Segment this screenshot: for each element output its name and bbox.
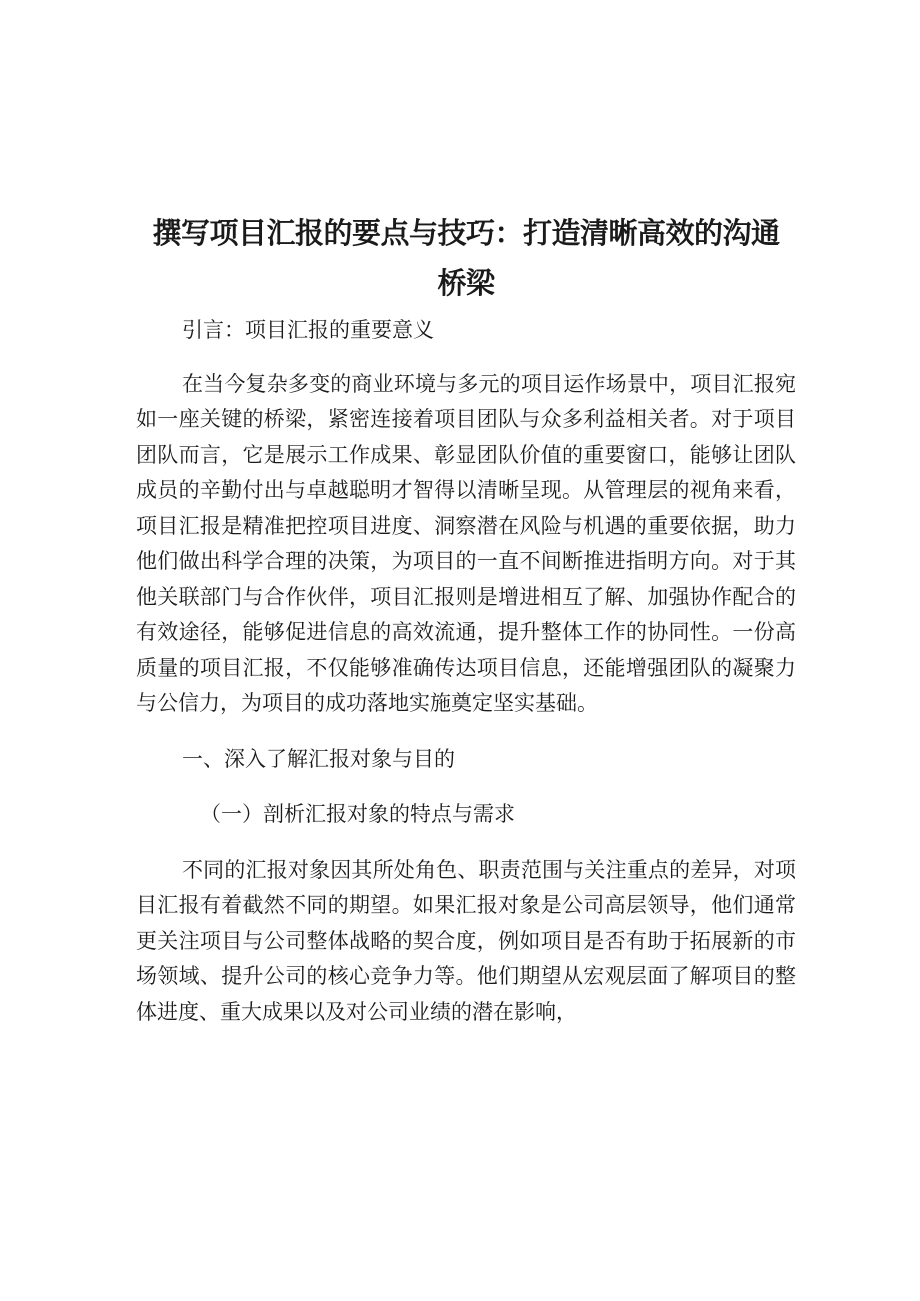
document-title: 撰写项目汇报的要点与技巧：打造清晰高效的沟通桥梁 — [152, 216, 780, 300]
intro-heading: 引言：项目汇报的重要意义 — [182, 318, 434, 342]
subsection-heading-1: （一）剖析汇报对象的特点与需求 — [200, 802, 515, 826]
section-heading-1: 一、深入了解汇报对象与目的 — [182, 746, 455, 771]
document-page — [136, 208, 796, 1030]
subsection-paragraph-1: 不同的汇报对象因其所处角色、职责范围与关注重点的差异，对项目汇报有着截然不同的期望。如果汇报对象是公司高层领导，他们通常更关注项目与公司整体战略的契合度，例如项目是否有助于拓展新的市场领域、提升公司的核心竞争力等。他们期望从宏观层面了解项目的整体进度、重大成果以及对公司业绩的潜在影响， — [136, 857, 796, 1024]
intro-paragraph: 在当今复杂多变的商业环境与多元的项目运作场景中，项目汇报宛如一座关键的桥梁，紧密连接着项目团队与众多利益相关者。对于项目团队而言，它是展示工作成果、彰显团队价值的重要窗口，能够让团队成员的辛勤付出与卓越聪明才智得以清晰呈现。从管理层的视角来看，项目汇报是精准把控项目进度、洞察潜在风险与机遇的重要依据，助力他们做出科学合理的决策，为项目的一直不间断推进指明方向。对于其他关联部门与合作伙伴，项目汇报则是增进相互了解、加强协作配合的有效途径，能够促进信息的高效流通，提升整体工作的协同性。一份高质量的项目汇报，不仅能够准确传达项目信息，还能增强团队的凝聚力与公信力，为项目的成功落地实施奠定坚实基础。 — [136, 371, 796, 715]
